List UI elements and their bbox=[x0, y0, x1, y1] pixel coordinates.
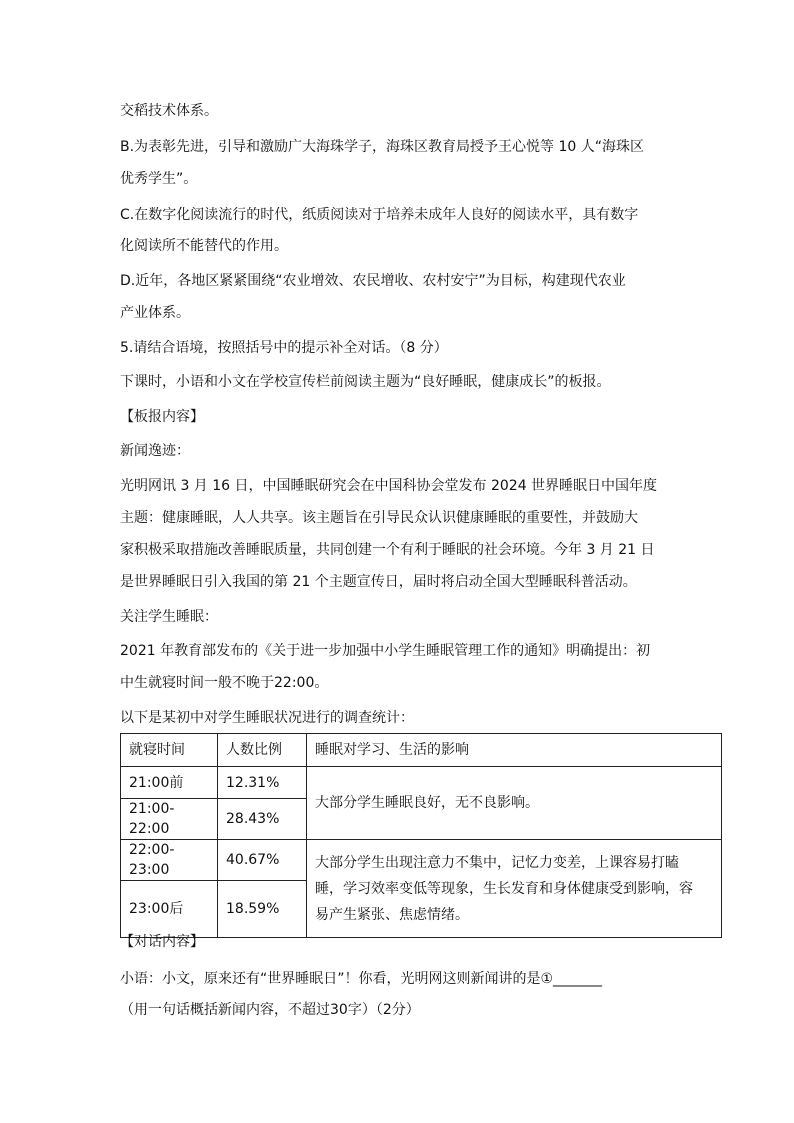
table-header-row bbox=[121, 734, 722, 767]
option-c-line1: C.在数字化阅读流行的时代，纸质阅读对于培养未成年人良好的阅读水平，具有数字 bbox=[120, 207, 639, 223]
dialogue-line2: （用一句话概括新闻内容，不超过30字）（2分） bbox=[120, 1002, 420, 1018]
header-effect: 睡眠对学习、生活的影响 bbox=[307, 734, 722, 767]
bedtime-cell: 21:00-22:00 bbox=[121, 799, 218, 840]
ratio-cell: 40.67% bbox=[218, 840, 307, 881]
news-line1: 光明网讯 3 月 16 日，中国睡眠研究会在中国科协会堂发布 2024 世界睡眠日中国年度 bbox=[120, 478, 658, 494]
table-row bbox=[121, 767, 722, 799]
survey-intro: 以下是某初中对学生睡眠状况进行的调查统计： bbox=[120, 710, 414, 726]
news-line3: 家积极采取措施改善睡眠质量，共同创建一个有利于睡眠的社会环境。今年 3 月 21 日 bbox=[120, 542, 655, 558]
header-ratio: 人数比例 bbox=[218, 734, 307, 767]
effect-bad-line: 睡，学习效率变低等现象，生长发育和身体健康受到影响，容 bbox=[315, 880, 693, 897]
bedtime-cell: 22:00-23:00 bbox=[121, 840, 218, 881]
option-d-line2: 产业体系。 bbox=[120, 305, 190, 321]
header-bedtime: 就寝时间 bbox=[121, 734, 218, 767]
survey-table bbox=[120, 733, 722, 938]
question-5: 5.请结合语境，按照括号中的提示补全对话。（8 分） bbox=[120, 340, 448, 356]
table-row bbox=[121, 840, 722, 881]
news-line4: 是世界睡眠日引入我国的第 21 个主题宣传日，届时将启动全国大型睡眠科普活动。 bbox=[120, 574, 637, 590]
option-d-line1: D.近年，各地区紧紧围绕“农业增效、农民增收、农村安宁”为目标，构建现代农业 bbox=[120, 273, 626, 289]
effect-bad-cell bbox=[307, 840, 722, 938]
section-dialogue: 【对话内容】 bbox=[120, 934, 204, 950]
dialogue-line1: 小语：小文，原来还有“世界睡眠日”！你看，光明网这则新闻讲的是①_______ bbox=[120, 971, 603, 987]
notice-line1: 2021 年教育部发布的《关于进一步加强中小学生睡眠管理工作的通知》明确提出：初 bbox=[120, 643, 651, 659]
effect-bad-line: 易产生紧张、焦虑情绪。 bbox=[315, 906, 469, 923]
section-board-content: 【板报内容】 bbox=[120, 409, 204, 425]
option-c-line2: 化阅读所不能替代的作用。 bbox=[120, 238, 288, 254]
ratio-cell: 12.31% bbox=[218, 767, 307, 799]
ratio-cell: 28.43% bbox=[218, 799, 307, 840]
effect-good-cell: 大部分学生睡眠良好，无不良影响。 bbox=[307, 767, 722, 840]
news-heading: 新闻逸迹： bbox=[120, 443, 190, 459]
bedtime-cell: 21:00前 bbox=[121, 767, 218, 799]
text-line: 交稻技术体系。 bbox=[120, 103, 218, 119]
notice-line2: 中生就寝时间一般不晚于22:00。 bbox=[120, 675, 329, 691]
ratio-cell: 18.59% bbox=[218, 881, 307, 938]
news-line2: 主题：健康睡眠，人人共享。该主题旨在引导民众认识健康睡眠的重要性，并鼓励大 bbox=[120, 510, 638, 526]
bedtime-cell: 23:00后 bbox=[121, 881, 218, 938]
context-line: 下课时，小语和小文在学校宣传栏前阅读主题为“良好睡眠，健康成长”的板报。 bbox=[120, 374, 611, 390]
option-b-line1: B.为表彰先进，引导和激励广大海珠学子，海珠区教育局授予王心悦等 10 人“海珠区 bbox=[120, 139, 645, 155]
sleep-heading: 关注学生睡眠： bbox=[120, 609, 218, 625]
effect-bad-line: 大部分学生出现注意力不集中，记忆力变差，上课容易打瞌 bbox=[315, 854, 679, 871]
option-b-line2: 优秀学生”。 bbox=[120, 171, 198, 187]
